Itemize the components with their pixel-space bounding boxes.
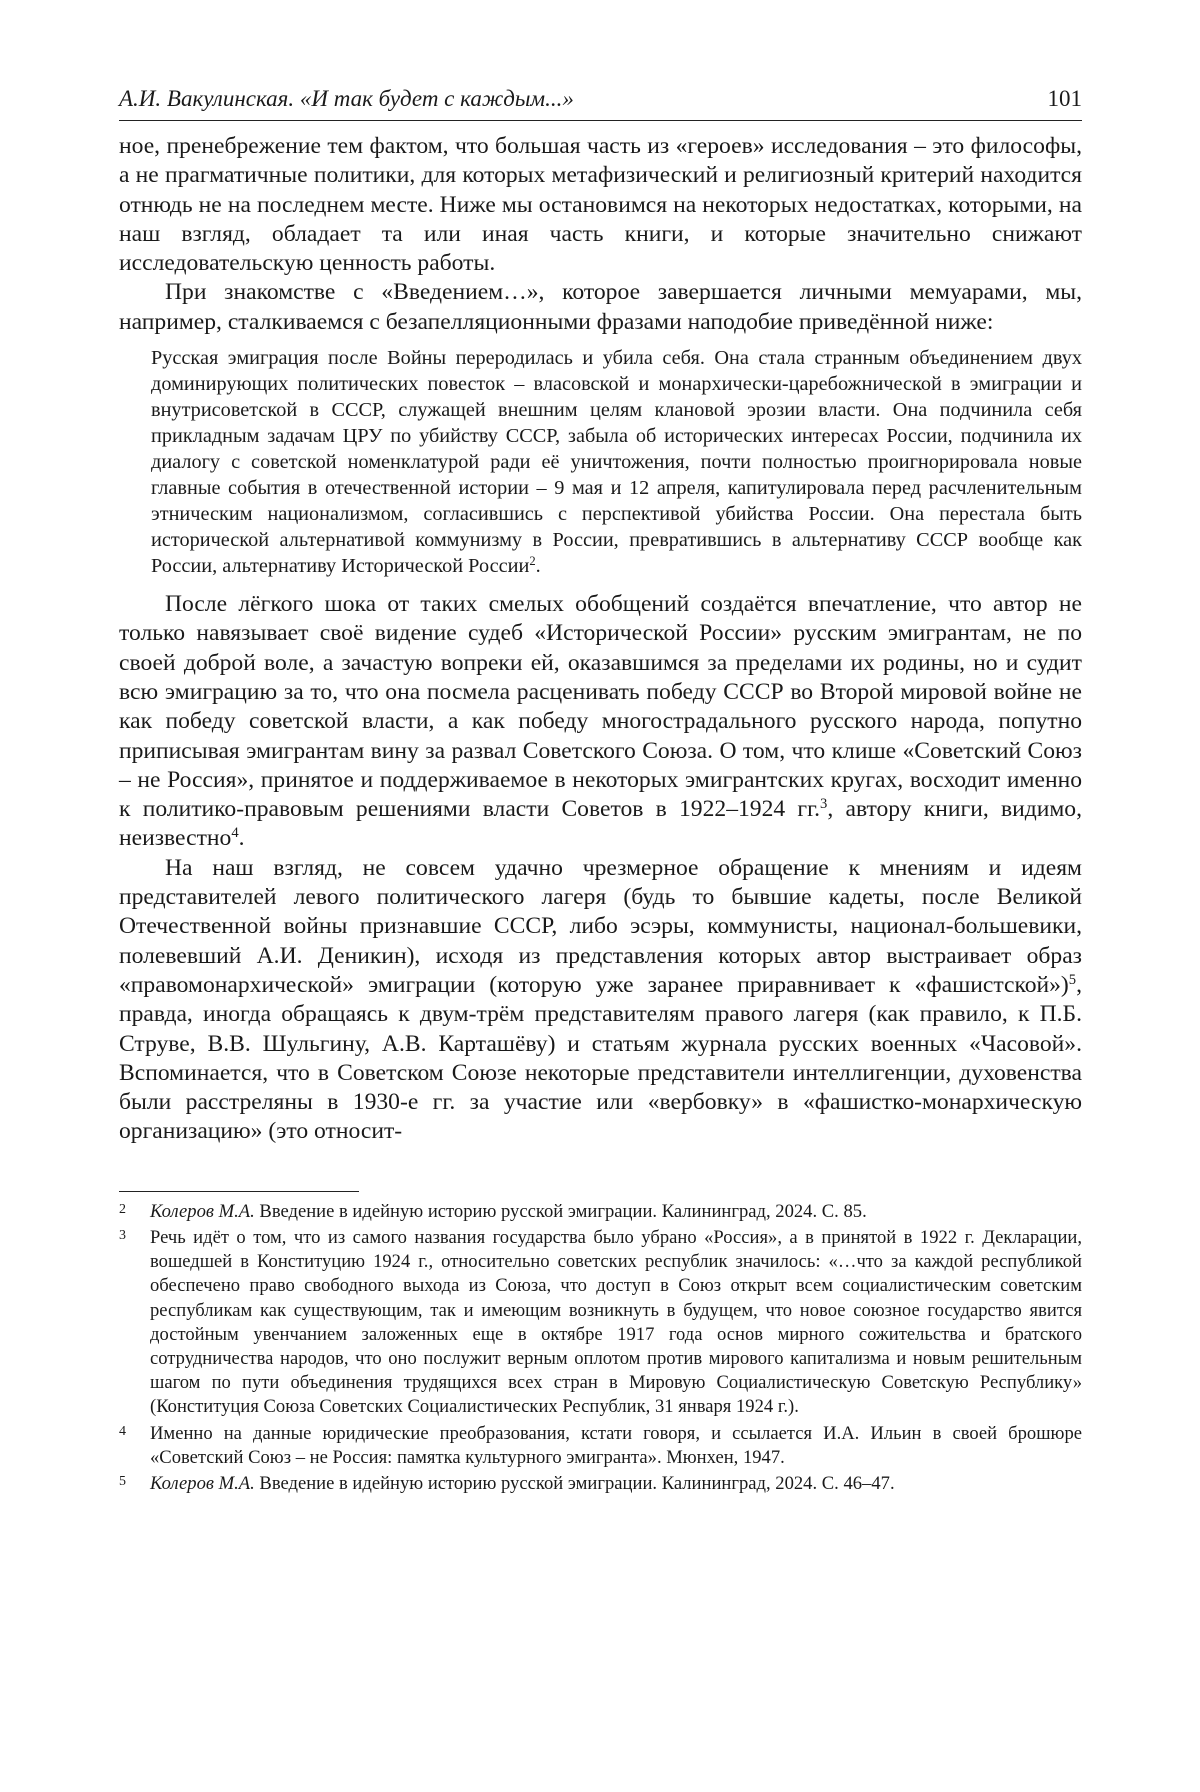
- paragraph-4-part-b: , правда, иногда обращаясь к двум-трём представителям правого лагеря (как правило, к П.Б. Струве, В.В. Шульгину, А.В. Карташёву) и статьям журнала русских военных «Часовой». Вспоминается, что в Советском Союзе некоторые представители интеллигенции, духовенства были расстреляны в 1930-е гг. за участие или «вербовку» в «фашистко-монархическую организацию» (это относит-: [119, 971, 1082, 1145]
- footnote-3: [119, 1226, 1082, 1420]
- paragraph-3: После лёгкого шока от таких смелых обобщений создаётся впечатление, что автор не только навязывает своё видение судеб «Исторической России» русским эмигрантам, не по своей доброй воле, а зачастую вопреки ей, оказавшимся за пределами их родины, но и судит всю эмиграцию за то, что она посмела расценивать победу СССР во Второй мировой войне не как победу советской власти, а как победу многострадального русского народа, попутно приписывая эмигрантам вину за развал Советского Союза. О том, что клише «Советский Союз – не Россия», принятое и поддерживаемое в некоторых эмигрантских кругах, восходит именно к политико-правовым решениями власти Советов в 1922–1924 гг.$^3$, автору книги, видимо, неизвестно$^4$.: [119, 591, 1082, 852]
- footnote-body: Речь идёт о том, что из самого названия государства было убрано «Россия», а в принятой в 1922 г. Декларации, вошедшей в Конституцию 1924 г., относительно советских республик значилось: «…что за каждой республикой обеспечено право свободного выхода из Союза, что доступ в Союз открыт всем социалистическим советским республикам как существующим, так и имеющим возникнуть в будущем, что новое союзное государство явится достойным увенчанием заложенных еще в октябре 1917 года основ мирного сожительства и братского сотрудничества народов, что оно послужит верным оплотом против мирового капитализма и новым решительным шагом по пути объединения трудящихся всех стран в Мировую Социалистическую Советскую Республику» (Конституция Союза Советских Социалистических Республик, 31 января 1924 г.).: [150, 1226, 1082, 1418]
- footnote-ref-4[interactable]: 4: [231, 825, 239, 842]
- paragraph-3-part-a: После лёгкого шока от таких смелых обобщений создаётся впечатление, что автор не только навязывает своё видение судеб «Исторической России» русским эмигрантам, не по своей доброй воле, а зачастую вопреки ей, оказавшимся за пределами их родины, но и судит всю эмиграцию за то, что она посмела расценивать победу СССР во Второй мировой войне не как победу советской власти, а как победу многострадального русского народа, попутно приписывая эмигрантам вину за развал Советского Союза. О том, что клише «Советский Союз – не Россия», принятое и поддерживаемое в некоторых эмигрантских кругах, восходит именно к политико-правовым решениями власти Советов в 1922–1924 гг.: [119, 591, 1082, 823]
- footnote-ref-5[interactable]: 5: [1068, 971, 1077, 988]
- footnotes: [119, 1200, 1082, 1496]
- footnote-body: Введение в идейную историю русской эмиграции. Калининград, 2024. С. 46–47.: [254, 1472, 895, 1494]
- footnote-ref-2[interactable]: 2: [529, 554, 536, 569]
- page: [119, 84, 1082, 1498]
- footnote-author: Колеров М.А.: [150, 1472, 255, 1494]
- paragraph-4: [119, 854, 1082, 1147]
- paragraph-1: ное, пренебрежение тем фактом, что большая часть из «героев» исследования – это философы, а не прагматичные политики, для которых метафизический и религиозный критерий находится отнюдь не на последнем месте. Ниже мы остановимся на некоторых недостатках, которыми, на наш взгляд, обладает та или иная часть книги, и которые значительно снижают исследовательскую ценность работы.: [119, 133, 1082, 277]
- footnote-number: 3: [119, 1227, 126, 1243]
- footnote-author: Колеров М.А.: [150, 1200, 255, 1222]
- running-header: [119, 84, 1082, 121]
- footnote-number: 2: [119, 1201, 126, 1217]
- paragraph-3-part-b: , автору книги, видимо, неизвестно: [119, 796, 1082, 852]
- footnote-ref-3[interactable]: 3: [820, 796, 828, 813]
- quote-text: Русская эмиграция после Войны переродилась и убила себя. Она стала странным объединением двух доминирующих политических повесток – власовской и монархически-царебожнической в эмиграции и внутрисоветской в СССР, служащей внешним целям клановой эрозии власти. Она подчинила себя прикладным задачам ЦРУ по убийству СССР, забыла об исторических интересах России, подчинила их диалогу с советской номенклатурой ради её уничтожения, почти полностью проигнорировала новые главные события в отечественной истории – 9 мая и 12 апреля, капитулировала перед расчленительным этническим национализмом, согласившись с перспективой убийства России. Она перестала быть исторической альтернативой коммунизму в России, превратившись в альтернативу СССР вообще как России, альтернативу Исторической России: [151, 347, 1082, 578]
- paragraph-4-part-a: На наш взгляд, не совсем удачно чрезмерное обращение к мнениям и идеям представителей левого политического лагеря (будь то бывшие кадеты, после Великой Отечественной войны признавшие СССР, либо эсэры, коммунисты, национал-большевики, полевевший А.И. Деникин), исходя из представления которых автор выстраивает образ «правомонархической» эмиграции (которую уже заранее приравнивает к «фашистской»): [119, 854, 1082, 998]
- footnote-number: 4: [119, 1423, 126, 1439]
- footnote-5: [119, 1472, 1082, 1496]
- footnote-text: [150, 1472, 1082, 1496]
- footnote-4: [119, 1422, 1082, 1470]
- footnote-body: Введение в идейную историю русской эмиграции. Калининград, 2024. С. 85.: [254, 1200, 867, 1222]
- page-number: 101: [1047, 86, 1082, 111]
- running-title: А.И. Вакулинская. «И так будет с каждым...»: [119, 86, 574, 111]
- footnote-body: Именно на данные юридические преобразования, кстати говоря, и ссылается И.А. Ильин в своей брошюре «Советский Союз – не Россия: памятка культурного эмигранта». Мюнхен, 1947.: [150, 1422, 1082, 1468]
- footnote-separator: [119, 1191, 359, 1192]
- footnote-number: 5: [119, 1473, 126, 1489]
- main-text: [119, 132, 1082, 1147]
- footnote-text: [150, 1200, 1082, 1224]
- block-quote: Русская эмиграция после Войны переродилась и убила себя. Она стала странным объединением двух доминирующих политических повесток – власовской и монархически-царебожнической в эмиграции и внутрисоветской в СССР, служащей внешним целям клановой эрозии власти. Она подчинила себя прикладным задачам ЦРУ по убийству СССР, забыла об исторических интересах России, подчинила их диалогу с советской номенклатурой ради её уничтожения, почти полностью проигнорировала новые главные события в отечественной истории – 9 мая и 12 апреля, капитулировала перед расчленительным этническим национализмом, согласившись с перспективой убийства России. Она перестала быть исторической альтернативой коммунизму в России, превратившись в альтернативу СССР вообще как России, альтернативу Исторической России$^2$.: [151, 347, 1082, 578]
- footnote-2: [119, 1200, 1082, 1224]
- paragraph-2: При знакомстве с «Введением…», которое завершается личными мемуарами, мы, например, сталкиваемся с безапелляционными фразами наподобие приведённой ниже:: [119, 279, 1082, 335]
